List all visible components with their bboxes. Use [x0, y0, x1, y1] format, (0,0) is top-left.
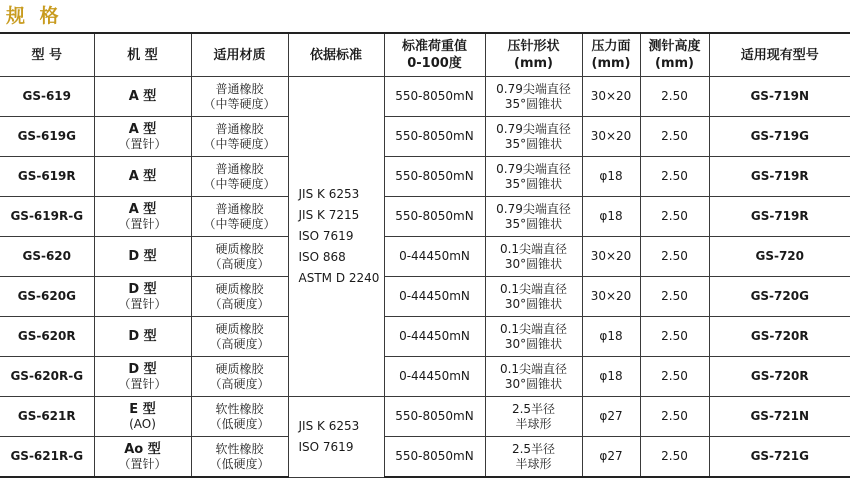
cell-type: A 型 （置针） [94, 117, 191, 157]
table-header-row [0, 33, 850, 77]
cell-standard-group2: JIS K 6253 ISO 7619 [288, 397, 384, 478]
cell-area: 30×20 [582, 117, 640, 157]
cell-height: 2.50 [640, 77, 709, 117]
table-row [0, 197, 850, 237]
table-row [0, 117, 850, 157]
cell-load: 0-44450mN [384, 317, 485, 357]
table-row [0, 317, 850, 357]
cell-load: 0-44450mN [384, 237, 485, 277]
cell-type: D 型 [94, 317, 191, 357]
header-area: 压力面 (mm) [582, 33, 640, 77]
cell-load: 550-8050mN [384, 397, 485, 437]
cell-load: 550-8050mN [384, 157, 485, 197]
cell-load: 550-8050mN [384, 77, 485, 117]
header-indenter: 压针形状 (mm) [485, 33, 582, 77]
header-current-model: 适用现有型号 [709, 33, 850, 77]
cell-type: D 型 （置针） [94, 357, 191, 397]
cell-indenter: 0.79尖端直径 35°圆锥状 [485, 197, 582, 237]
table-row [0, 437, 850, 478]
header-height: 测针高度 (mm) [640, 33, 709, 77]
table-row [0, 397, 850, 437]
cell-material: 普通橡胶 （中等硬度） [191, 117, 288, 157]
cell-indenter: 0.79尖端直径 35°圆锥状 [485, 117, 582, 157]
cell-model: GS-621R [0, 397, 94, 437]
header-material: 适用材质 [191, 33, 288, 77]
cell-model: GS-619G [0, 117, 94, 157]
cell-type: A 型 （置针） [94, 197, 191, 237]
cell-model: GS-620 [0, 237, 94, 277]
cell-load: 0-44450mN [384, 357, 485, 397]
cell-standard-group1: JIS K 6253 JIS K 7215 ISO 7619 ISO 868 ASTM D 2240 [288, 77, 384, 397]
cell-indenter: 0.1尖端直径 30°圆锥状 [485, 357, 582, 397]
cell-current-model: GS-720 [709, 237, 850, 277]
cell-model: GS-619R [0, 157, 94, 197]
cell-material: 硬质橡胶 （高硬度） [191, 237, 288, 277]
table-row [0, 357, 850, 397]
table-row [0, 77, 850, 117]
cell-area: φ18 [582, 357, 640, 397]
cell-model: GS-619R-G [0, 197, 94, 237]
cell-type: A 型 [94, 157, 191, 197]
cell-current-model: GS-719R [709, 197, 850, 237]
cell-indenter: 0.1尖端直径 30°圆锥状 [485, 237, 582, 277]
cell-indenter: 0.79尖端直径 35°圆锥状 [485, 157, 582, 197]
cell-current-model: GS-721G [709, 437, 850, 478]
cell-material: 普通橡胶 （中等硬度） [191, 197, 288, 237]
cell-area: 30×20 [582, 277, 640, 317]
header-standard: 依据标准 [288, 33, 384, 77]
section-title: 规 格 [6, 5, 63, 27]
cell-model: GS-620R-G [0, 357, 94, 397]
cell-current-model: GS-720R [709, 357, 850, 397]
cell-area: φ18 [582, 157, 640, 197]
cell-type: E 型 (AO) [94, 397, 191, 437]
cell-model: GS-620R [0, 317, 94, 357]
cell-material: 普通橡胶 （中等硬度） [191, 77, 288, 117]
cell-height: 2.50 [640, 437, 709, 478]
cell-indenter: 0.79尖端直径 35°圆锥状 [485, 77, 582, 117]
cell-indenter: 0.1尖端直径 30°圆锥状 [485, 277, 582, 317]
cell-height: 2.50 [640, 397, 709, 437]
cell-model: GS-620G [0, 277, 94, 317]
table-row [0, 237, 850, 277]
cell-current-model: GS-720G [709, 277, 850, 317]
cell-load: 550-8050mN [384, 437, 485, 478]
cell-indenter: 2.5半径 半球形 [485, 437, 582, 478]
table-row [0, 277, 850, 317]
cell-area: φ27 [582, 397, 640, 437]
cell-load: 550-8050mN [384, 117, 485, 157]
cell-height: 2.50 [640, 277, 709, 317]
header-type: 机 型 [94, 33, 191, 77]
cell-current-model: GS-719G [709, 117, 850, 157]
spec-table [0, 32, 850, 478]
cell-current-model: GS-721N [709, 397, 850, 437]
cell-model: GS-621R-G [0, 437, 94, 478]
cell-material: 普通橡胶 （中等硬度） [191, 157, 288, 197]
cell-material: 硬质橡胶 （高硬度） [191, 357, 288, 397]
cell-current-model: GS-719R [709, 157, 850, 197]
cell-type: A 型 [94, 77, 191, 117]
header-model: 型 号 [0, 33, 94, 77]
cell-area: 30×20 [582, 77, 640, 117]
cell-type: D 型 （置针） [94, 277, 191, 317]
cell-current-model: GS-720R [709, 317, 850, 357]
cell-height: 2.50 [640, 197, 709, 237]
cell-material: 软性橡胶 （低硬度） [191, 437, 288, 478]
cell-load: 0-44450mN [384, 277, 485, 317]
cell-area: φ18 [582, 317, 640, 357]
cell-height: 2.50 [640, 357, 709, 397]
cell-height: 2.50 [640, 157, 709, 197]
cell-model: GS-619 [0, 77, 94, 117]
cell-area: φ27 [582, 437, 640, 478]
cell-indenter: 0.1尖端直径 30°圆锥状 [485, 317, 582, 357]
cell-indenter: 2.5半径 半球形 [485, 397, 582, 437]
table-row [0, 157, 850, 197]
cell-load: 550-8050mN [384, 197, 485, 237]
cell-material: 硬质橡胶 （高硬度） [191, 277, 288, 317]
cell-type: Ao 型 （置针） [94, 437, 191, 478]
cell-material: 硬质橡胶 （高硬度） [191, 317, 288, 357]
header-load: 标准荷重值 0-100度 [384, 33, 485, 77]
cell-height: 2.50 [640, 237, 709, 277]
cell-height: 2.50 [640, 317, 709, 357]
cell-material: 软性橡胶 （低硬度） [191, 397, 288, 437]
cell-current-model: GS-719N [709, 77, 850, 117]
cell-height: 2.50 [640, 117, 709, 157]
cell-type: D 型 [94, 237, 191, 277]
cell-area: φ18 [582, 197, 640, 237]
cell-area: 30×20 [582, 237, 640, 277]
